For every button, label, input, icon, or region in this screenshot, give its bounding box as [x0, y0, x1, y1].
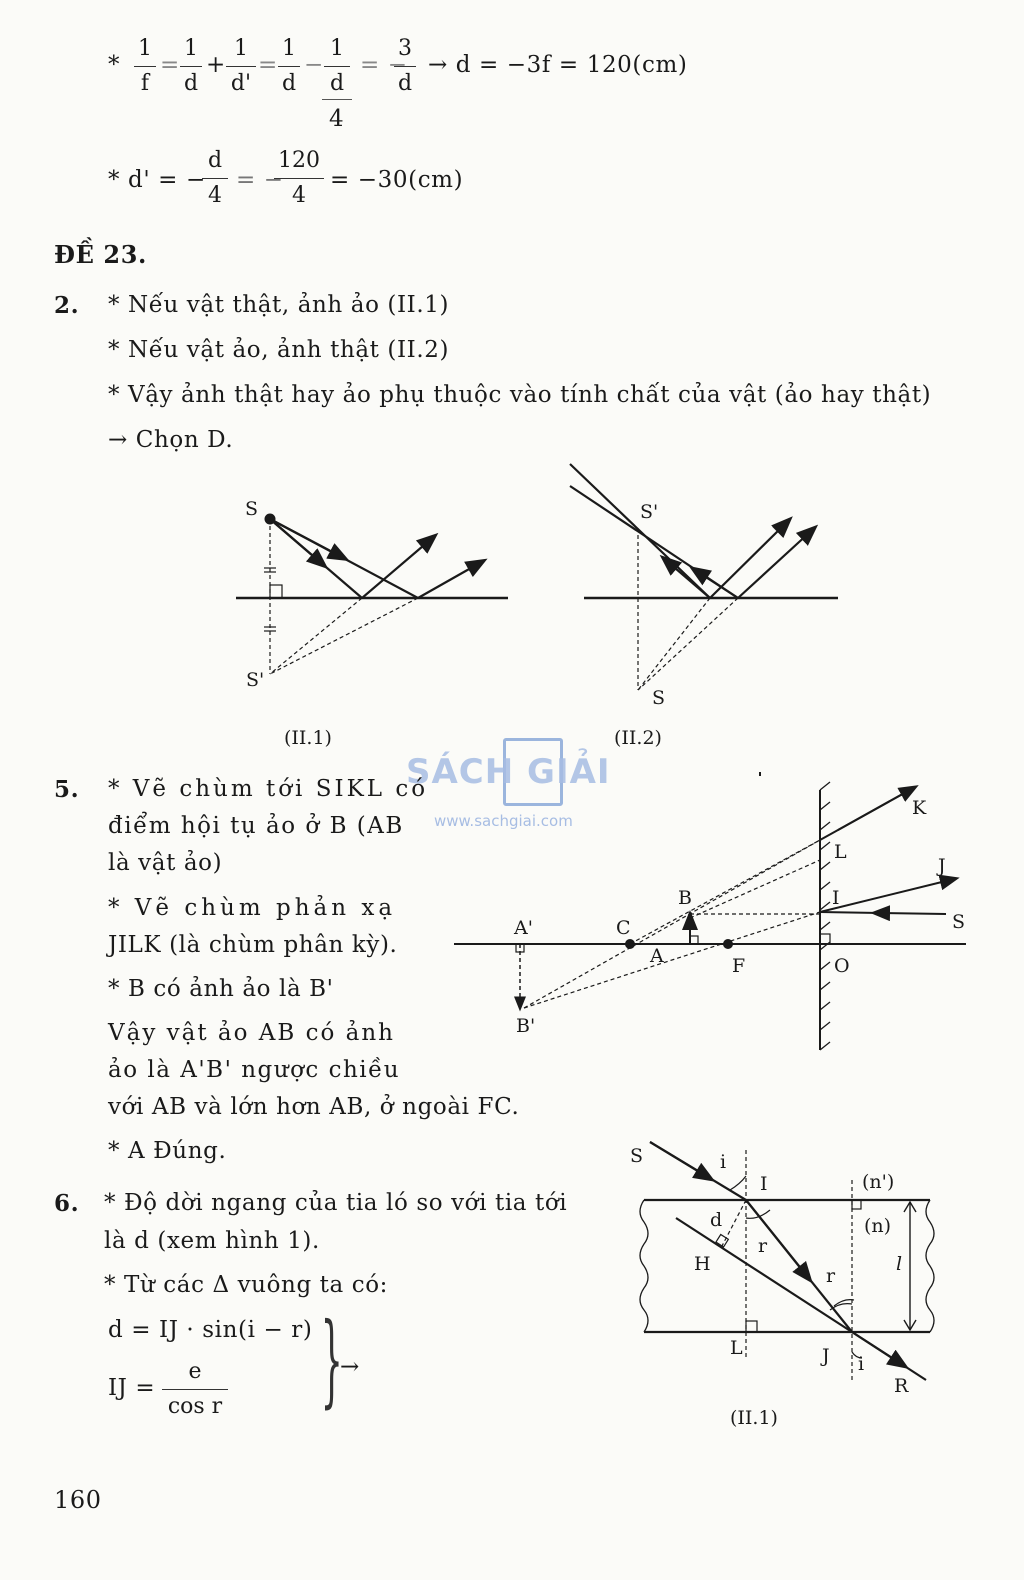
caption-slab: (II.1) — [730, 1407, 778, 1429]
q5-line-8: ảo là A'B' ngược chiều — [108, 1057, 401, 1083]
label-angle-r-2: r — [826, 1265, 836, 1287]
fraction-1-over-d: 1 d — [180, 38, 202, 95]
label-s-prime: S' — [246, 669, 265, 691]
label-n: (n) — [864, 1215, 892, 1237]
fraction-1-over-d-over-4: 1 d — [324, 38, 350, 95]
figure-ii1 — [236, 514, 508, 674]
label-angle-i-2: i — [858, 1353, 865, 1375]
q6-line-2: là d (xem hình 1). — [104, 1228, 320, 1254]
label-l: L — [730, 1337, 743, 1359]
q5-line-7: Vậy vật ảo AB có ảnh — [108, 1020, 395, 1046]
label-a: A — [650, 945, 664, 967]
page-number: 160 — [54, 1486, 102, 1514]
label-k: K — [912, 797, 927, 819]
q6-equation-1: d = IJ · sin(i − r) — [108, 1317, 313, 1343]
question-number: 2. — [54, 292, 80, 319]
formula-1-result: → d = −3f = 120(cm) — [428, 52, 688, 78]
reflected-ray — [362, 540, 430, 598]
reflected-ray — [418, 564, 478, 598]
fraction-d-over-4: d 4 — [202, 150, 228, 207]
label-a-prime: A' — [514, 917, 533, 939]
ray-si — [880, 913, 946, 914]
fraction-e-over-cosr: e cos r — [162, 1361, 228, 1418]
label-s: S — [245, 498, 259, 520]
right-angle-mark — [270, 585, 282, 598]
reflected-ray — [738, 532, 810, 598]
q5-line-9: với AB và lớn hơn AB, ở ngoài FC. — [108, 1094, 520, 1120]
label-thickness-l: l — [896, 1253, 903, 1275]
label-l: L — [834, 841, 847, 863]
q5-line-5: JILK (là chùm phân kỳ). — [108, 932, 398, 958]
q5-line-1: * Vẽ chùm tới SIKL có — [108, 776, 429, 802]
label-s: S — [652, 687, 666, 709]
q2-line-4: → Chọn D. — [108, 427, 234, 453]
q2-line-2: * Nếu vật ảo, ảnh thật (II.2) — [108, 337, 450, 363]
label-n-prime: (n') — [862, 1171, 895, 1193]
bullet-star: * — [108, 52, 121, 78]
section-title: ĐỀ 23. — [54, 240, 147, 269]
fraction-sub-4: 4 — [329, 106, 345, 132]
question-number: 6. — [54, 1190, 80, 1217]
formula-2-prefix: * d' = − — [108, 167, 206, 193]
label-s: S — [952, 911, 966, 933]
label-j: J — [938, 855, 946, 877]
label-s-prime: S' — [640, 501, 659, 523]
fraction-1-over-f: 1 f — [134, 38, 156, 95]
fraction-1-over-d-2: 1 d — [278, 38, 300, 95]
label-b-prime: B' — [516, 1015, 536, 1037]
fraction-120-over-4: 120 4 — [274, 150, 324, 207]
q5-line-10: * A Đúng. — [108, 1138, 227, 1164]
q5-line-2: điểm hội tụ ảo ở B (AB — [108, 813, 404, 839]
incident-ray — [570, 464, 710, 598]
watermark-brand: SÁCH GIẢI — [406, 752, 611, 792]
q2-line-1: * Nếu vật thật, ảnh ảo (II.1) — [108, 292, 450, 318]
label-h: H — [694, 1253, 711, 1275]
label-i: I — [832, 887, 840, 909]
label-i: I — [760, 1173, 768, 1195]
q6-line-3: * Từ các Δ vuông ta có: — [104, 1272, 389, 1298]
figure-ii2 — [570, 464, 838, 690]
formula-2-result: = −30(cm) — [330, 167, 464, 193]
watermark-url: www.sachgiai.com — [434, 812, 573, 830]
q5-line-4: * Vẽ chùm phản xạ — [108, 895, 397, 921]
caption-ii2: (II.2) — [614, 727, 662, 749]
question-number: 5. — [54, 776, 80, 803]
q6-line-1: * Độ dời ngang của tia ló so với tia tới — [104, 1190, 568, 1216]
fraction-3-over-d: 3 d — [394, 38, 416, 95]
q5-line-3: là vật ảo) — [108, 850, 223, 876]
right-brace: } — [320, 1301, 343, 1418]
q6-arrow: → — [340, 1354, 360, 1380]
q2-line-3: * Vậy ảnh thật hay ảo phụ thuộc vào tính chất của vật (ảo hay thật) — [108, 382, 932, 408]
label-o: O — [834, 955, 850, 977]
label-c: C — [616, 917, 631, 939]
caption-ii1: (II.1) — [284, 727, 332, 749]
fraction-1-over-dprime: 1 d' — [226, 38, 256, 95]
label-j: J — [822, 1345, 830, 1367]
label-b: B — [678, 887, 692, 909]
label-angle-r-1: r — [758, 1235, 768, 1257]
label-angle-i: i — [720, 1151, 727, 1173]
label-f: F — [732, 955, 746, 977]
q6-equation-2-left: IJ = — [108, 1375, 156, 1401]
q5-line-6: * B có ảnh ảo là B' — [108, 976, 334, 1002]
label-d: d — [710, 1209, 723, 1231]
label-s: S — [630, 1145, 644, 1167]
figure-convex-mirror — [454, 772, 966, 1050]
label-r: R — [894, 1375, 909, 1397]
offset-d — [722, 1200, 746, 1246]
